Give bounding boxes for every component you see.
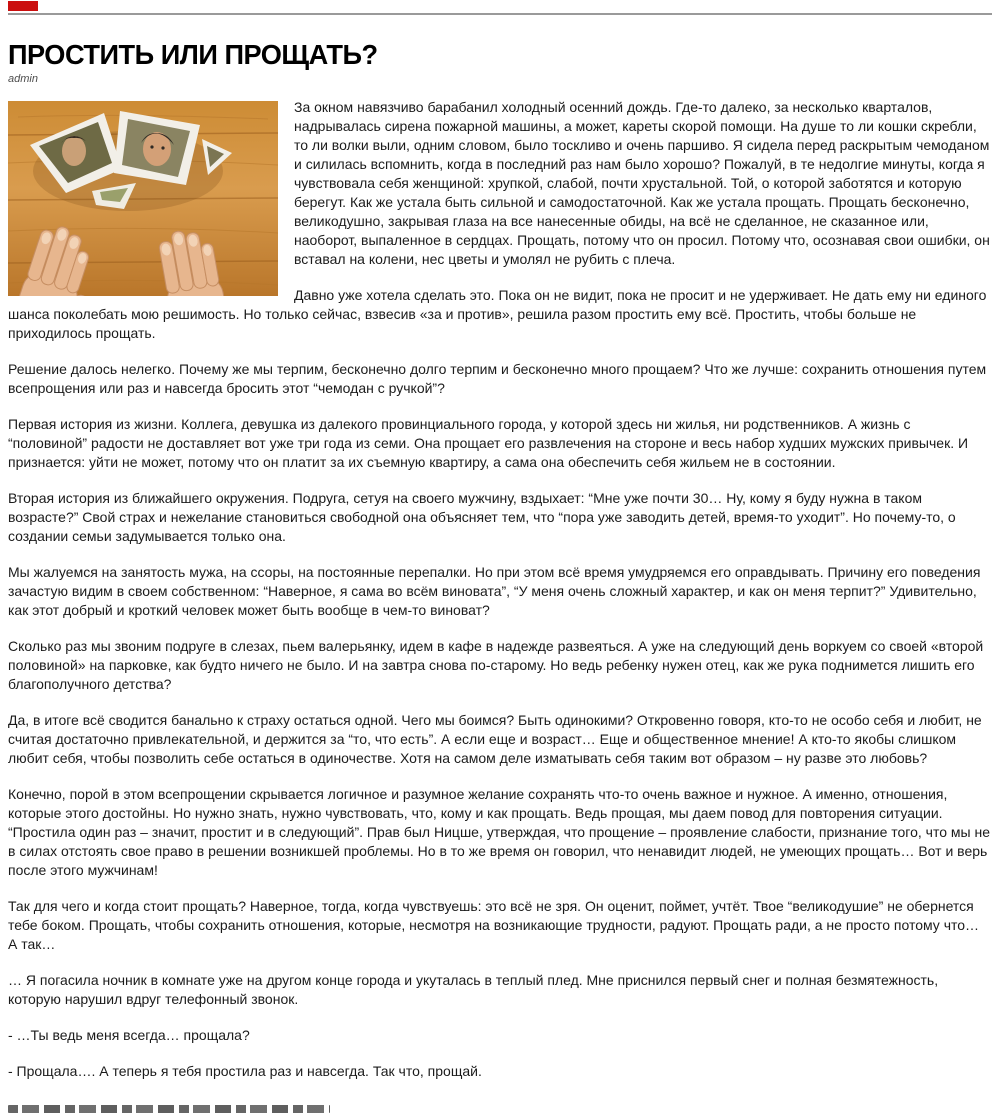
dialog-line: - …Ты ведь меня всегда… прощала? [8,1027,250,1043]
page [0,1,1000,1113]
top-left-red-badge [8,1,38,11]
author-byline: admin [8,73,38,85]
body-paragraph: Первая история из жизни. Коллега, девушка из далекого провинциального города, у которой здесь ни жилья, ни родственников. А жизнь с “половиной” радости не доставляет вот уже три года из семи. Она прощает его развлечения на стороне и весь набор худших мужских привычек. И признается: уйти не может, потому что он платит за их съемную квартиру, а сама она обеспечить себя жильем не в состоянии. [8,416,969,470]
body-paragraph: Так для чего и когда стоит прощать? Наверное, тогда, когда чувствуешь: это всё не зря. Он оценит, поймет, учтёт. Твое “великодушие” не обернется тебе боком. Прощать, чтобы сохранить отношения, которые, несмотря на возникающие трудности, радуют. Прощать ради, а не просто потому что… А так… [8,898,980,952]
article-photo [8,101,278,296]
hands-torn-photo-illustration [8,101,278,296]
dialog-line: - Прощала…. А теперь я тебя простила раз и навсегда. Так что, прощай. [8,1063,482,1079]
cutoff-bottom-content [8,1105,330,1113]
intro-paragraph: За окном навязчиво барабанил холодный осенний дождь. Где-то далеко, за несколько кварталов, надрывалась сирена пожарной машины, а может, кареты скорой помощи. На душе то ли кошки скребли, то ли волки выли, одним словом, было тоскливо и очень паршиво. Я сидела перед раскрытым чемоданом и силилась вспомнить, когда в последний раз нам было хорошо? Пожалуй, в те недолгие минуты, когда я чувствовала себя женщиной: хрупкой, слабой, почти хрустальной. Той, о которой заботятся и которую берегут. Как же устала быть сильной и самодостаточной. Как же устала прощать. Прощать бесконечно, великодушно, закрывая глаза на все нанесенные обиды, на всё не сделанное, не сказанное или, наоборот, выпаленное в сердцах. Прощать, потому что он просил. Потому что, осознавая свои ошибки, он вставал на колени, нес цветы и умолял не рубить с плеча. [294,99,990,267]
body-paragraph: Сколько раз мы звоним подруге в слезах, пьем валерьянку, идем в кафе в надежде развеяться. А уже на следующий день воркуем со своей «второй половиной» на парковке, как будто ничего не было. И на завтра снова по-старому. Но ведь ребенку нужен отец, как же рука поднимется лишить его благополучного детства? [8,638,984,692]
body-paragraph: Мы жалуемся на занятость мужа, на ссоры, на постоянные перепалки. Но при этом всё время умудряемся его оправдывать. Причину его поведения зачастую видим в своем собственном: “Наверное, я сама во всём виновата”, “У меня очень сложный характер, и как он меня терпит?” Удивительно, как этот добрый и кроткий человек может быть вообще в чем-то виноват? [8,564,981,618]
body-paragraph: … Я погасила ночник в комнате уже на другом конце города и укуталась в теплый плед. Мне приснился первый снег и полная безмятежность, которую нарушил вдруг телефонный звонок. [8,972,939,1007]
article-body [8,98,992,1113]
body-paragraph: Решение далось нелегко. Почему же мы терпим, бесконечно долго терпим и бесконечно много прощаем? Что же лучше: сохранить отношения путем всепрощения или раз и навсегда бросить этот “чемодан с ручкой”? [8,361,987,396]
page-title: ПРОСТИТЬ ИЛИ ПРОЩАТЬ? [8,39,378,70]
body-paragraph: Конечно, порой в этом всепрощении скрывается логичное и разумное желание сохранять что-то очень важное и нужное. А именно, отношения, которые этого достойны. Но нужно знать, нужно чувствовать, что, кому и как прощать. Ведь прощая, мы даем повод для повторения ситуации. “Простила один раз – значит, простит и в следующий”. Прав был Ницше, утверждая, что прощение – проявление слабости, признание того, что мы не в силах отстоять свое право в решении возникшей проблемы. Но в то же время он говорил, что ненавидит людей, не умеющих прощать… Вот и верь после этого мужчинам! [8,786,990,878]
body-paragraph: Да, в итоге всё сводится банально к страху остаться одной. Чего мы боимся? Быть одинокими? Откровенно говоря, кто-то не особо себя и любит, не считая достаточно привлекательной, и держится за “то, что есть”. А если еще и возраст… Еще и общественное мнение! А кто-то якобы слишком любит себя, чтобы позволить себе остаться в одиночестве. Хотя на самом деле изматывать себя таким вот образом – ну разве это любовь? [8,712,982,766]
intro-paragraph: Давно уже хотела сделать это. Пока он не видит, пока не просит и не удерживает. Не дать ему ни единого шанса поколебать мою решимость. Но только сейчас, взвесив «за и против», решила разом простить ему всё. Простить, чтобы больше не приходилось прощать. [8,287,987,341]
body-paragraph: Вторая история из ближайшего окружения. Подруга, сетуя на своего мужчину, вздыхает: “Мне уже почти 30… Ну, кому я буду нужна в таком возрасте?” Свой страх и нежелание становиться свободной она объясняет тем, что “пора уже заводить детей, время-то уходит”. Но почему-то, о создании семьи задумывается только она. [8,490,956,544]
header-divider [8,13,992,15]
